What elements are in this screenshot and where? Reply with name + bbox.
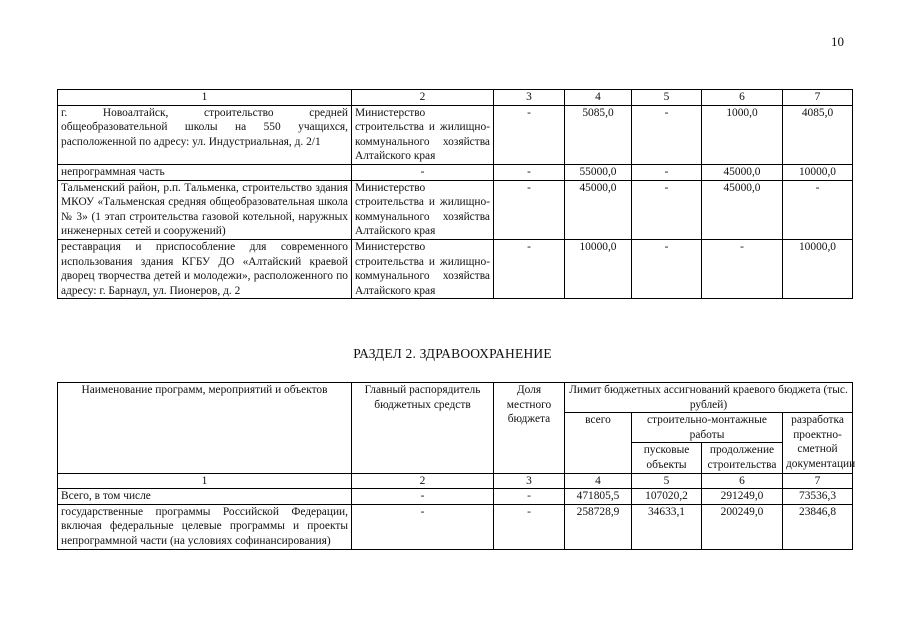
table-row [58, 180, 853, 239]
design-cell: 10000,0 [783, 164, 853, 180]
continuing-cell: 200249,0 [702, 504, 783, 549]
table-row [58, 504, 853, 549]
column-number: 3 [494, 90, 565, 106]
object-name-cell: реставрация и приспособление для современного использования здания КГБУ ДО «Алтайский краевой дворец творчества детей и молодежи», расположенного по адресу: г. Барнаул, ул. Пионеров, д. 2 [58, 239, 352, 298]
continuing-cell: 45000,0 [702, 180, 783, 239]
construction-objects-table [57, 89, 853, 299]
local-share-cell: - [494, 180, 565, 239]
table-row [58, 105, 853, 164]
distributor-cell: - [352, 489, 494, 505]
table-row [58, 489, 853, 505]
table-row [58, 164, 853, 180]
launch-cell: 107020,2 [632, 489, 702, 505]
object-name-cell: государственные программы Российской Федерации, включая федеральные целевые программы и проекты непрограммной части (на условиях софинансирования) [58, 504, 352, 549]
continuing-cell: 291249,0 [702, 489, 783, 505]
column-number-row [58, 473, 853, 489]
total-cell: 55000,0 [565, 164, 632, 180]
column-number: 7 [783, 90, 853, 106]
launch-header: пусковые объекты [632, 443, 702, 473]
continuing-cell: 1000,0 [702, 105, 783, 164]
local-share-cell: - [494, 489, 565, 505]
launch-cell: - [632, 239, 702, 298]
section-title: РАЗДЕЛ 2. ЗДРАВООХРАНЕНИЕ [353, 346, 552, 361]
column-number: 1 [58, 473, 352, 489]
total-header: всего [565, 413, 632, 473]
column-number: 2 [352, 90, 494, 106]
total-cell: 10000,0 [565, 239, 632, 298]
design-cell: - [783, 180, 853, 239]
construction-header: строительно-монтажные работы [632, 413, 783, 443]
table-row [58, 239, 853, 298]
column-number: 4 [565, 90, 632, 106]
distributor-cell: - [352, 504, 494, 549]
local-share-cell: - [494, 164, 565, 180]
design-header: разработка проектно-сметной документации [783, 413, 853, 473]
design-cell: 73536,3 [783, 489, 853, 505]
object-name-cell: Тальменский район, р.п. Тальменка, строительство здания МКОУ «Тальменская средняя общеобразовательная школа № 3» (1 этап строительства газовой котельной, наружных инженерных сетей и сооружений) [58, 180, 352, 239]
column-number: 3 [494, 473, 565, 489]
page-number: 10 [831, 34, 844, 49]
limit-header: Лимит бюджетных ассигнований краевого бюджета (тыс. рублей) [565, 383, 853, 413]
local-share-cell: - [494, 239, 565, 298]
distributor-cell: Министерство строительства и жилищно-коммунального хозяйства Алтайского края [352, 239, 494, 298]
local-share-cell: - [494, 504, 565, 549]
launch-cell: 34633,1 [632, 504, 702, 549]
column-number: 6 [702, 473, 783, 489]
object-name-cell: Всего, в том числе [58, 489, 352, 505]
launch-cell: - [632, 164, 702, 180]
continuing-header: продолжение строительства [702, 443, 783, 473]
design-cell: 4085,0 [783, 105, 853, 164]
object-name-cell: непрограммная часть [58, 164, 352, 180]
programs-header: Наименование программ, мероприятий и объектов [58, 383, 352, 474]
healthcare-table [57, 382, 856, 550]
distributor-cell: Министерство строительства и жилищно-коммунального хозяйства Алтайского края [352, 180, 494, 239]
distributor-cell: Министерство строительства и жилищно-коммунального хозяйства Алтайского края [352, 105, 494, 164]
continuing-cell: - [702, 239, 783, 298]
total-cell: 258728,9 [565, 504, 632, 549]
total-cell: 5085,0 [565, 105, 632, 164]
column-number-row [58, 90, 853, 106]
distributor-header: Главный распорядитель бюджетных средств [352, 383, 494, 474]
column-number: 5 [632, 90, 702, 106]
total-cell: 471805,5 [565, 489, 632, 505]
distributor-cell: - [352, 164, 494, 180]
object-name-cell: г. Новоалтайск, строительство средней общеобразовательной школы на 550 учащихся, расположенной по адресу: ул. Индустриальная, д. 2/1 [58, 105, 352, 164]
column-number: 1 [58, 90, 352, 106]
launch-cell: - [632, 180, 702, 239]
column-number: 2 [352, 473, 494, 489]
launch-cell: - [632, 105, 702, 164]
local-share-cell: - [494, 105, 565, 164]
local-share-header: Доля местного бюджета [494, 383, 565, 474]
column-number: 6 [702, 90, 783, 106]
column-number: 4 [565, 473, 632, 489]
design-cell: 23846,8 [783, 504, 853, 549]
column-number: 5 [632, 473, 702, 489]
continuing-cell: 45000,0 [702, 164, 783, 180]
column-number: 7 [783, 473, 853, 489]
total-cell: 45000,0 [565, 180, 632, 239]
header-row [58, 383, 853, 413]
design-cell: 10000,0 [783, 239, 853, 298]
